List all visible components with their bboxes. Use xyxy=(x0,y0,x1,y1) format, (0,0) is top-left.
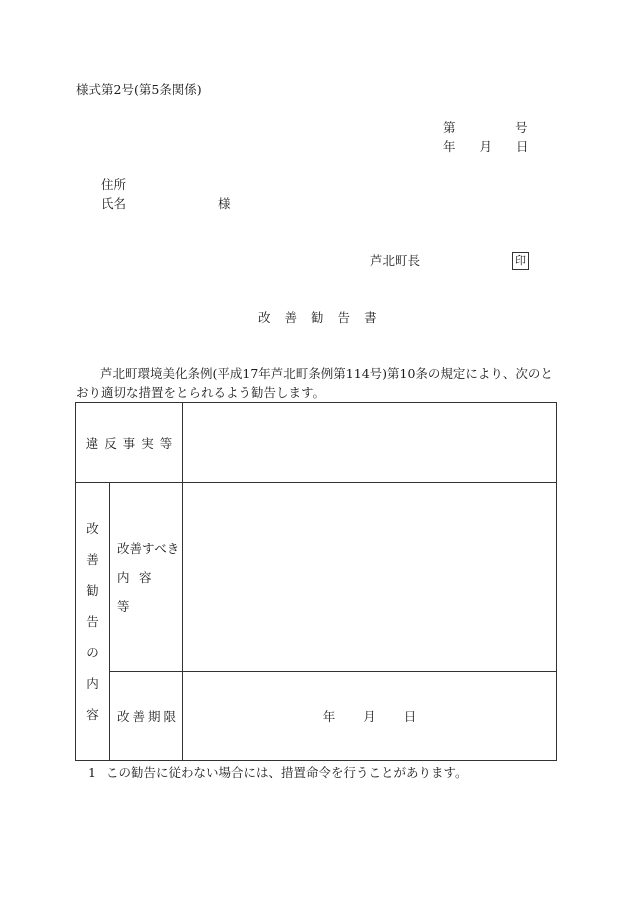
recipient-address-label: 住所 xyxy=(101,177,127,192)
title-char: 告 xyxy=(337,310,351,325)
seal-mark: 印 xyxy=(512,252,529,270)
deadline-day: 日 xyxy=(403,709,417,724)
issue-date-year: 年 xyxy=(443,139,456,154)
violation-label: 違 反 事 実 等 xyxy=(76,403,183,483)
recipient-honorific: 様 xyxy=(218,196,231,211)
document-title xyxy=(258,312,377,325)
issue-date-month: 月 xyxy=(479,139,493,154)
recommendation-table xyxy=(75,402,557,761)
issue-date-day: 日 xyxy=(516,139,529,154)
document-number-prefix: 第 xyxy=(443,120,456,135)
violation-facts-field[interactable] xyxy=(183,403,557,483)
improvement-content-field[interactable] xyxy=(183,483,557,672)
improvement-content-label xyxy=(110,483,183,672)
form-number: 様式第2号(第5条関係) xyxy=(76,82,202,97)
title-char: 勧 xyxy=(311,310,324,325)
issuer-title: 芦北町長 xyxy=(370,253,421,268)
body-text: 芦北町環境美化条例(平成17年芦北町条例第114号)第10条の規定により、次のとおり適切な措置をとられるよう勧告します。 xyxy=(76,366,553,400)
footnote xyxy=(88,767,468,780)
footnote-number: 1 xyxy=(88,765,96,780)
title-char: 改 xyxy=(258,310,271,325)
title-char: 書 xyxy=(364,310,377,325)
improvement-content-label-line1: 改善すべき xyxy=(117,540,180,556)
footnote-text: この勧告に従わない場合には、措置命令を行うことがあります。 xyxy=(106,765,468,780)
recipient-name-label: 氏名 xyxy=(101,196,127,211)
deadline-date-field[interactable] xyxy=(183,672,557,761)
content-vertical-label: 改 善 勧 告 の 内 容 xyxy=(76,483,110,761)
deadline-month: 月 xyxy=(363,709,376,724)
improvement-content-label-line2: 内 容等 xyxy=(117,569,152,614)
deadline-year: 年 xyxy=(322,709,336,724)
document-number-suffix: 号 xyxy=(515,120,528,135)
issue-date xyxy=(443,141,529,154)
title-char: 善 xyxy=(284,310,298,325)
deadline-label: 改 善 期 限 xyxy=(110,672,183,761)
